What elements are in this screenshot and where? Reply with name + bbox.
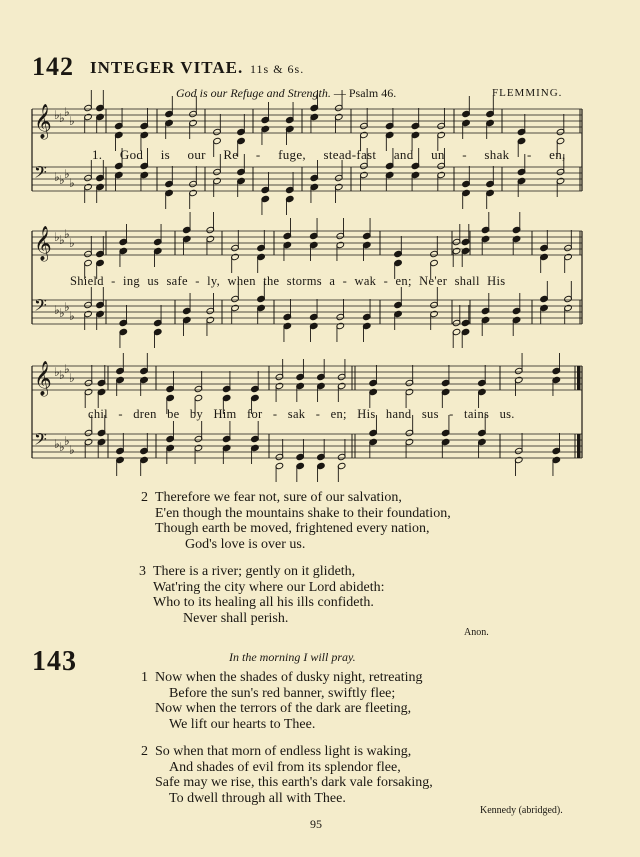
verse-number: 1 — [141, 670, 148, 685]
hymn-142-verse-2 — [141, 490, 451, 552]
flat-icon: ♭ — [64, 227, 70, 241]
verse-line: Before the sun's red banner, swiftly flee; — [169, 685, 396, 701]
verse-line: Now when the shades of dusky night, retreating — [155, 670, 423, 685]
hymn-143-subtitle: In the morning I will pray. — [229, 650, 356, 664]
flat-icon: ♭ — [59, 368, 65, 382]
flat-icon: ♭ — [59, 306, 65, 320]
verse-line: Who to its healing all his ills confideth. — [153, 595, 374, 611]
hymn-142-meter: 11s & 6s. — [250, 62, 305, 76]
verse-number: 2 — [141, 490, 148, 505]
hymn-143-verse-2 — [141, 744, 433, 806]
flat-icon: ♭ — [54, 230, 60, 244]
music-lyric-line-3: chil - dren be by Him for - sak - en; His hand sus - tains us. — [88, 407, 515, 421]
treble-clef-icon: 𝄞 — [34, 361, 52, 396]
flat-icon: ♭ — [59, 233, 65, 247]
verse-line: We lift our hearts to Thee. — [169, 716, 316, 732]
flat-icon: ♭ — [69, 309, 75, 323]
verse-line: Though earth be moved, frightened every nation, — [155, 521, 430, 537]
verse-number: 3 — [139, 564, 146, 579]
flat-icon: ♭ — [64, 105, 70, 119]
hymn-142-title: INTEGER VITAE. — [90, 58, 244, 77]
verse-line: There is a river; gently on it glideth, — [153, 564, 356, 579]
flat-icon: ♭ — [54, 108, 60, 122]
verse-line: Never shall perish. — [183, 610, 289, 626]
verse-line: E'en though the mountains shake to their foundation, — [155, 505, 451, 521]
hymn-143-verse-1 — [141, 670, 423, 732]
page-number: 95 — [310, 817, 322, 831]
subtitle-text: God is our Refuge and Strength. — [176, 86, 331, 100]
verse-line: And shades of evil from its splendor flee, — [169, 759, 401, 775]
treble-clef-icon: 𝄞 — [34, 104, 52, 139]
flat-icon: ♭ — [54, 303, 60, 317]
hymn-142-verse-3 — [139, 564, 385, 626]
flat-icon: ♭ — [69, 236, 75, 250]
verse-line: So when that morn of endless light is waking, — [155, 744, 412, 759]
bass-clef-icon: 𝄢 — [34, 295, 47, 319]
flat-icon: ♭ — [59, 440, 65, 454]
bass-clef-icon: 𝄢 — [34, 429, 47, 453]
music-lyric-line-2: Shield - ing us safe - ly, when the storms a - wak - en; Ne'er shall His — [70, 274, 506, 288]
bass-clef-icon: 𝄢 — [34, 162, 47, 186]
treble-clef-icon: 𝄞 — [34, 226, 52, 261]
flat-icon: ♭ — [54, 365, 60, 379]
flat-icon: ♭ — [64, 167, 70, 181]
hymn-142-attribution: Anon. — [464, 627, 489, 638]
composer-name: FLEMMING. — [492, 87, 563, 99]
flat-icon: ♭ — [69, 176, 75, 190]
flat-icon: ♭ — [59, 173, 65, 187]
final-barline — [577, 366, 580, 390]
verse-line: Therefore we fear not, sure of our salvation, — [155, 490, 402, 505]
hymn-143-number: 143 — [32, 646, 77, 677]
flat-icon: ♭ — [69, 443, 75, 457]
verse-line: Wat'ring the city where our Lord abideth: — [153, 579, 385, 595]
flat-icon: ♭ — [64, 434, 70, 448]
hymn-142-number: 142 — [32, 52, 74, 81]
flat-icon: ♭ — [64, 300, 70, 314]
flat-icon: ♭ — [69, 371, 75, 385]
verse-line: Safe may we rise, this earth's dark vale forsaking, — [155, 775, 433, 791]
verse-number: 2 — [141, 744, 148, 759]
music-lyric-line-1: 1. God is our Re - fuge, stead-fast and un - shak - en, — [92, 147, 566, 162]
verse-line: God's love is over us. — [185, 536, 306, 552]
flat-icon: ♭ — [54, 437, 60, 451]
flat-icon: ♭ — [54, 170, 60, 184]
verse-line: Now when the terrors of the dark are fleeting, — [155, 701, 412, 717]
final-barline — [577, 434, 580, 458]
flat-icon: ♭ — [69, 114, 75, 128]
flat-icon: ♭ — [59, 111, 65, 125]
hymn-143-attribution: Kennedy (abridged). — [480, 805, 563, 816]
flat-icon: ♭ — [64, 362, 70, 376]
scripture-reference: — Psalm 46. — [333, 86, 397, 100]
verse-line: To dwell through all with Thee. — [169, 790, 346, 806]
